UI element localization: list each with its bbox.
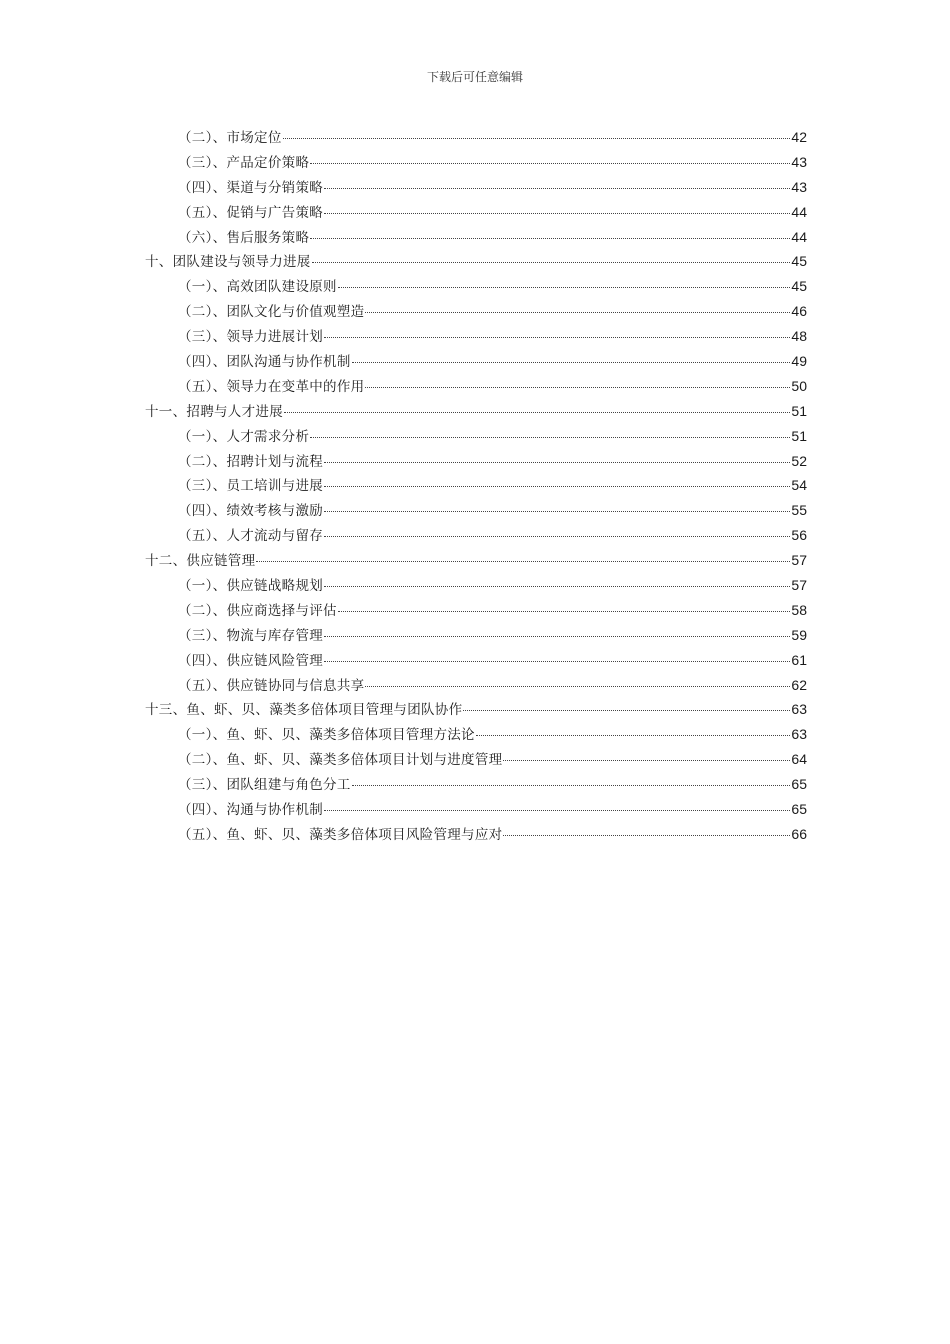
toc-section-entry[interactable] <box>145 425 807 450</box>
toc-dot-leader <box>324 661 790 662</box>
toc-dot-leader <box>312 262 791 263</box>
toc-section-entry[interactable] <box>145 748 807 773</box>
toc-entry-title: （四）、沟通与协作机制 <box>178 802 324 819</box>
toc-entry-title: （二）、市场定位 <box>178 130 282 146</box>
toc-section-entry[interactable] <box>145 674 807 699</box>
toc-page-number: 45 <box>791 278 807 295</box>
toc-dot-leader <box>324 511 790 512</box>
toc-entry-title: （六）、售后服务策略 <box>178 229 310 246</box>
toc-entry-title: （三）、团队组建与角色分工 <box>178 777 351 794</box>
toc-section-entry[interactable] <box>145 275 807 300</box>
toc-section-entry[interactable] <box>145 624 807 649</box>
toc-page-number: 44 <box>791 203 807 220</box>
toc-dot-leader <box>338 287 791 288</box>
toc-dot-leader <box>310 163 790 164</box>
toc-entry-title: （一）、高效团队建设原则 <box>178 279 337 296</box>
toc-page-number: 56 <box>791 527 807 544</box>
toc-dot-leader <box>310 437 790 438</box>
toc-page-number: 65 <box>791 776 807 793</box>
toc-dot-leader <box>503 835 790 836</box>
toc-chapter-entry[interactable] <box>145 250 807 275</box>
toc-section-entry[interactable] <box>145 773 807 798</box>
toc-page-number: 63 <box>791 726 807 743</box>
toc-section-entry[interactable] <box>145 723 807 748</box>
toc-entry-title: 十三、鱼、虾、贝、藻类多倍体项目管理与团队协作 <box>145 702 463 719</box>
toc-page-number: 50 <box>791 377 807 394</box>
toc-entry-title: （三）、产品定价策略 <box>178 154 310 171</box>
toc-dot-leader <box>352 785 791 786</box>
table-of-contents <box>145 126 807 848</box>
toc-entry-title: （三）、物流与库存管理 <box>178 627 324 644</box>
toc-page-number: 52 <box>791 452 807 469</box>
toc-entry-title: （三）、领导力进展计划 <box>178 329 324 346</box>
toc-dot-leader <box>324 337 790 338</box>
toc-page-number: 65 <box>791 801 807 818</box>
toc-entry-title: （二）、招聘计划与流程 <box>178 453 324 470</box>
toc-chapter-entry[interactable] <box>145 400 807 425</box>
toc-dot-leader <box>324 636 790 637</box>
toc-dot-leader <box>284 412 790 413</box>
toc-dot-leader <box>503 760 790 761</box>
toc-dot-leader <box>324 213 790 214</box>
toc-dot-leader <box>310 238 790 239</box>
toc-dot-leader <box>352 362 791 363</box>
toc-entry-title: （五）、鱼、虾、贝、藻类多倍体项目风险管理与应对 <box>178 826 503 843</box>
toc-page-number: 61 <box>791 651 807 668</box>
toc-page-number: 45 <box>791 253 807 270</box>
toc-section-entry[interactable] <box>145 226 807 251</box>
toc-entry-title: （四）、绩效考核与激励 <box>178 503 324 520</box>
toc-chapter-entry[interactable] <box>145 549 807 574</box>
toc-dot-leader <box>324 462 790 463</box>
toc-section-entry[interactable] <box>145 474 807 499</box>
toc-dot-leader <box>256 561 790 562</box>
toc-section-entry[interactable] <box>145 524 807 549</box>
toc-entry-title: （四）、团队沟通与协作机制 <box>178 354 351 371</box>
toc-page-number: 43 <box>791 178 807 195</box>
toc-dot-leader <box>324 486 790 487</box>
toc-page-number: 55 <box>791 502 807 519</box>
toc-page-number: 64 <box>791 751 807 768</box>
toc-page-number: 44 <box>791 228 807 245</box>
toc-page-number: 51 <box>791 427 807 444</box>
toc-chapter-entry[interactable] <box>145 698 807 723</box>
toc-dot-leader <box>338 611 791 612</box>
toc-page-number: 59 <box>791 626 807 643</box>
toc-entry-title: （二）、团队文化与价值观塑造 <box>178 304 365 321</box>
toc-page-number: 48 <box>791 328 807 345</box>
toc-section-entry[interactable] <box>145 350 807 375</box>
toc-section-entry[interactable] <box>145 300 807 325</box>
toc-page-number: 43 <box>791 153 807 170</box>
toc-page-number: 57 <box>791 577 807 594</box>
toc-entry-title: 十二、供应链管理 <box>145 553 256 570</box>
toc-section-entry[interactable] <box>145 450 807 475</box>
toc-dot-leader <box>324 536 790 537</box>
toc-dot-leader <box>324 810 790 811</box>
toc-page-number: 51 <box>791 402 807 419</box>
toc-entry-title: （二）、鱼、虾、贝、藻类多倍体项目计划与进度管理 <box>178 752 503 769</box>
toc-section-entry[interactable] <box>145 574 807 599</box>
toc-section-entry[interactable] <box>145 176 807 201</box>
toc-page-number: 42 <box>791 129 807 145</box>
toc-dot-leader <box>463 710 790 711</box>
toc-entry-title: （四）、渠道与分销策略 <box>178 179 324 196</box>
toc-section-entry[interactable] <box>145 201 807 226</box>
page-header: 下载后可任意编辑 <box>426 70 523 84</box>
toc-entry-title: （二）、供应商选择与评估 <box>178 602 337 619</box>
toc-entry-title: （五）、领导力在变革中的作用 <box>178 378 365 395</box>
toc-page-number: 54 <box>791 477 807 494</box>
toc-entry-title: （五）、促销与广告策略 <box>178 204 324 221</box>
toc-section-entry[interactable] <box>145 151 807 176</box>
toc-entry-title: （一）、人才需求分析 <box>178 428 310 445</box>
toc-page-number: 58 <box>791 601 807 618</box>
toc-dot-leader <box>365 312 790 313</box>
toc-entry-title: （三）、员工培训与进展 <box>178 478 324 495</box>
toc-section-entry[interactable] <box>145 798 807 823</box>
toc-dot-leader <box>365 387 790 388</box>
toc-dot-leader <box>365 686 790 687</box>
toc-page-number: 49 <box>791 353 807 370</box>
toc-entry-title: （五）、供应链协同与信息共享 <box>178 677 365 694</box>
toc-section-entry[interactable] <box>145 325 807 350</box>
toc-section-entry[interactable] <box>145 823 807 848</box>
toc-page-number: 62 <box>791 676 807 693</box>
toc-entry-title: （五）、人才流动与留存 <box>178 528 324 545</box>
toc-entry-title: 十、团队建设与领导力进展 <box>145 254 311 271</box>
toc-section-entry[interactable] <box>145 649 807 674</box>
toc-entry-title: （一）、供应链战略规划 <box>178 578 324 595</box>
toc-dot-leader <box>324 586 790 587</box>
toc-section-entry[interactable] <box>145 126 807 151</box>
toc-section-entry[interactable] <box>145 499 807 524</box>
toc-page-number: 63 <box>791 701 807 718</box>
toc-entry-title: （四）、供应链风险管理 <box>178 652 324 669</box>
toc-page-number: 46 <box>791 303 807 320</box>
toc-entry-title: 十一、招聘与人才进展 <box>145 403 283 420</box>
toc-section-entry[interactable] <box>145 599 807 624</box>
toc-dot-leader <box>476 735 791 736</box>
toc-dot-leader <box>324 188 790 189</box>
toc-page-number: 57 <box>791 552 807 569</box>
toc-entry-title: （一）、鱼、虾、贝、藻类多倍体项目管理方法论 <box>178 727 475 744</box>
toc-dot-leader <box>283 138 791 139</box>
toc-page-number: 66 <box>791 825 807 842</box>
toc-section-entry[interactable] <box>145 375 807 400</box>
